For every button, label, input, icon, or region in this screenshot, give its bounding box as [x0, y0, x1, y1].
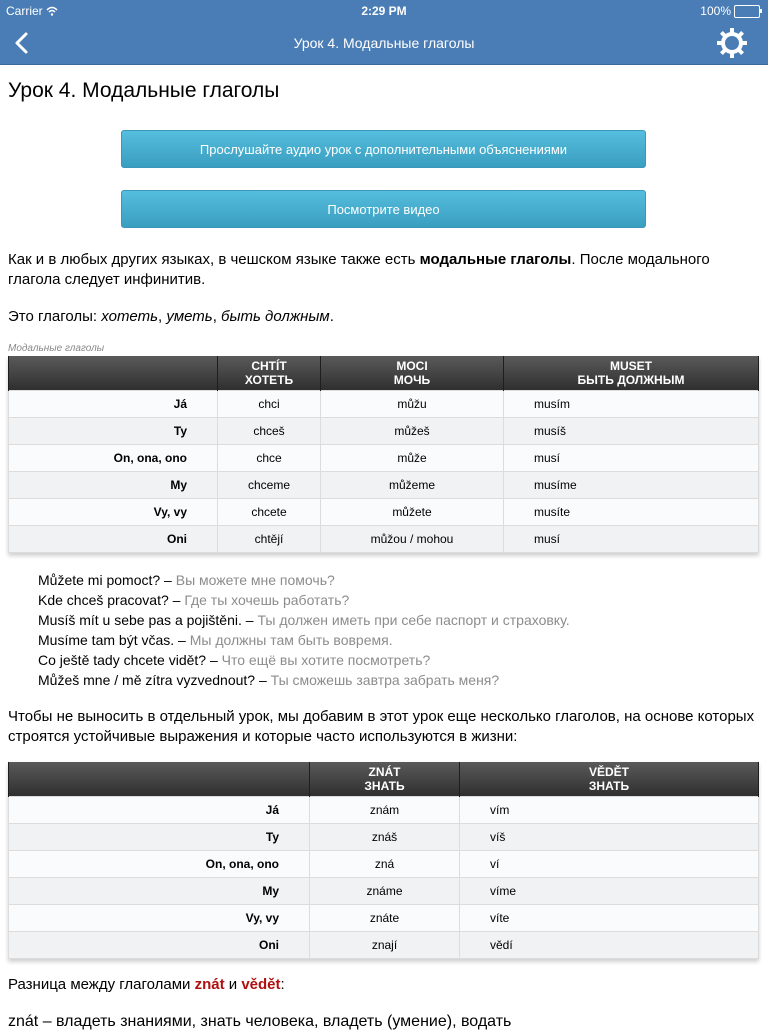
conjugation-cell: chci — [218, 391, 321, 418]
difference-and: и — [224, 976, 242, 993]
conjugation-cell: může — [321, 445, 504, 472]
highlight-znat: znát — [194, 976, 225, 993]
pronoun-cell: On, ona, ono — [9, 445, 218, 472]
conjugation-cell: známe — [310, 878, 460, 905]
intro-paragraph — [8, 250, 760, 290]
header-russian: ХОТЕТЬ — [244, 373, 294, 387]
example-czech: Kde chceš pracovat? – — [38, 592, 185, 608]
table-row — [9, 445, 759, 472]
pronoun-cell: Oni — [9, 932, 310, 959]
conjugation-cell: chceme — [218, 472, 321, 499]
conjugation-cell: chcete — [218, 499, 321, 526]
header-czech: ZNÁT — [368, 765, 401, 779]
conjugation-cell: znáš — [310, 824, 460, 851]
header-czech: VĚDĚT — [588, 765, 629, 779]
pronoun-cell: My — [9, 878, 310, 905]
table-row — [9, 851, 759, 878]
example-russian: Мы должны там быть вовремя. — [189, 632, 393, 648]
conjugation-cell: chce — [218, 445, 321, 472]
header-czech: CHTÍT — [251, 359, 287, 373]
conjugation-cell: chceš — [218, 418, 321, 445]
navigation-bar — [0, 22, 768, 65]
example-czech: Můžete mi pomoct? – — [38, 572, 176, 588]
column-header — [9, 356, 218, 391]
conjugation-cell: znáte — [310, 905, 460, 932]
header-russian: ЗНАТЬ — [364, 779, 405, 793]
definition-line: znát – владеть знаниями, знать человека, владеть (умение), водать — [8, 1013, 512, 1030]
pronoun-cell: My — [9, 472, 218, 499]
table-row — [9, 932, 759, 959]
verb-1: хотеть — [101, 308, 158, 325]
table-row — [9, 824, 759, 851]
carrier-text: Carrier — [6, 4, 43, 18]
header-russian: ЗНАТЬ — [588, 779, 630, 793]
status-time: 2:29 PM — [361, 4, 407, 18]
difference-line — [8, 975, 760, 995]
conjugation-cell: můžeme — [321, 472, 504, 499]
example-sentence — [38, 570, 570, 590]
conjugation-cell: můžou / mohou — [321, 526, 504, 553]
conjugation-cell: musíte — [504, 499, 759, 526]
conjugation-cell: musíme — [504, 472, 759, 499]
conjugation-cell: musí — [504, 526, 759, 553]
example-russian: Ты должен иметь при себе паспорт и страховку. — [257, 612, 570, 628]
conjugation-cell: chtějí — [218, 526, 321, 553]
column-header — [9, 762, 310, 797]
example-czech: Musíme tam být včas. – — [38, 632, 190, 648]
period: . — [329, 308, 334, 325]
header-czech: MOCI — [396, 359, 428, 373]
header-russian: БЫТЬ ДОЛЖНЫМ — [577, 373, 685, 387]
example-russian: Вы можете мне помочь? — [175, 572, 335, 588]
modal-verbs-table — [8, 356, 759, 553]
conjugation-cell: znají — [310, 932, 460, 959]
example-sentence — [38, 670, 570, 690]
column-header — [218, 356, 321, 391]
intro-bold: модальные глаголы — [419, 251, 572, 268]
intro-text-end: . После модального глагола следует инфинитив. — [8, 251, 710, 288]
status-bar — [0, 0, 768, 22]
conjugation-cell: musí — [504, 445, 759, 472]
example-sentence — [38, 650, 570, 670]
conjugation-cell: musíš — [504, 418, 759, 445]
conjugation-cell: víš — [460, 824, 759, 851]
audio-lesson-button[interactable]: Прослушайте аудио урок с дополнительными объяснениями — [121, 130, 646, 168]
battery-icon — [734, 5, 760, 18]
table-row — [9, 391, 759, 418]
pronoun-cell: Oni — [9, 526, 218, 553]
conjugation-cell: ví — [460, 851, 759, 878]
table-caption: Модальные глаголы — [8, 343, 105, 354]
column-header — [321, 356, 504, 391]
know-verbs-table — [8, 762, 759, 959]
battery-percent: 100% — [700, 4, 731, 18]
example-czech: Co ještě tady chcete vidět? – — [38, 652, 222, 668]
conjugation-cell: vím — [460, 797, 759, 824]
colon: : — [280, 976, 285, 993]
example-russian: Что ещё вы хотите посмотреть? — [221, 652, 431, 668]
more-verbs-paragraph: Чтобы не выносить в отдельный урок, мы добавим в этот урок еще несколько глаголов, на основе которых строятся устойчивые выражения и которые часто используются в жизни: — [8, 708, 755, 745]
column-header — [460, 762, 759, 797]
separator: , — [158, 308, 167, 325]
example-russian: Ты сможешь завтра забрать меня? — [270, 672, 500, 688]
conjugation-cell: můžu — [321, 391, 504, 418]
gear-icon[interactable] — [716, 27, 748, 59]
conjugation-cell: vědí — [460, 932, 759, 959]
page-title: Урок 4. Модальные глаголы — [8, 79, 280, 102]
pronoun-cell: Ty — [9, 418, 218, 445]
verbs-line — [8, 307, 760, 327]
difference-text: Разница между глаголами — [8, 976, 195, 993]
conjugation-cell: znám — [310, 797, 460, 824]
conjugation-cell: můžeš — [321, 418, 504, 445]
example-sentence — [38, 630, 570, 650]
header-russian: МОЧЬ — [393, 373, 431, 387]
conjugation-cell: můžete — [321, 499, 504, 526]
video-button[interactable]: Посмотрите видео — [121, 190, 646, 228]
pronoun-cell: Vy, vy — [9, 499, 218, 526]
table-row — [9, 797, 759, 824]
pronoun-cell: Já — [9, 391, 218, 418]
example-sentence — [38, 610, 570, 630]
header-czech: MUSET — [610, 359, 652, 373]
conjugation-cell: víme — [460, 878, 759, 905]
example-sentence — [38, 590, 570, 610]
table-row — [9, 472, 759, 499]
table-row — [9, 905, 759, 932]
pronoun-cell: Vy, vy — [9, 905, 310, 932]
pronoun-cell: Ty — [9, 824, 310, 851]
separator: , — [212, 308, 222, 325]
conjugation-cell: musím — [504, 391, 759, 418]
table-row — [9, 526, 759, 553]
table-row — [9, 878, 759, 905]
verb-2: уметь — [166, 308, 213, 325]
conjugation-cell: víte — [460, 905, 759, 932]
nav-title: Урок 4. Модальные глаголы — [293, 35, 475, 51]
column-header — [310, 762, 460, 797]
examples-list — [38, 570, 570, 690]
battery-indicator — [700, 4, 760, 18]
example-czech: Můžeš mne / mě zítra vyzvednout? – — [38, 672, 271, 688]
table-row — [9, 418, 759, 445]
intro-text: Как и в любых других языках, в чешском языке также есть — [8, 251, 420, 268]
example-czech: Musíš mít u sebe pas a pojištěni. – — [38, 612, 258, 628]
conjugation-cell: zná — [310, 851, 460, 878]
table-row — [9, 499, 759, 526]
verbs-prefix: Это глаголы: — [8, 308, 102, 325]
column-header — [504, 356, 759, 391]
example-russian: Где ты хочешь работать? — [184, 592, 350, 608]
pronoun-cell: On, ona, ono — [9, 851, 310, 878]
pronoun-cell: Já — [9, 797, 310, 824]
verb-3: быть должным — [221, 308, 330, 325]
highlight-vedet: vědět — [241, 976, 281, 993]
